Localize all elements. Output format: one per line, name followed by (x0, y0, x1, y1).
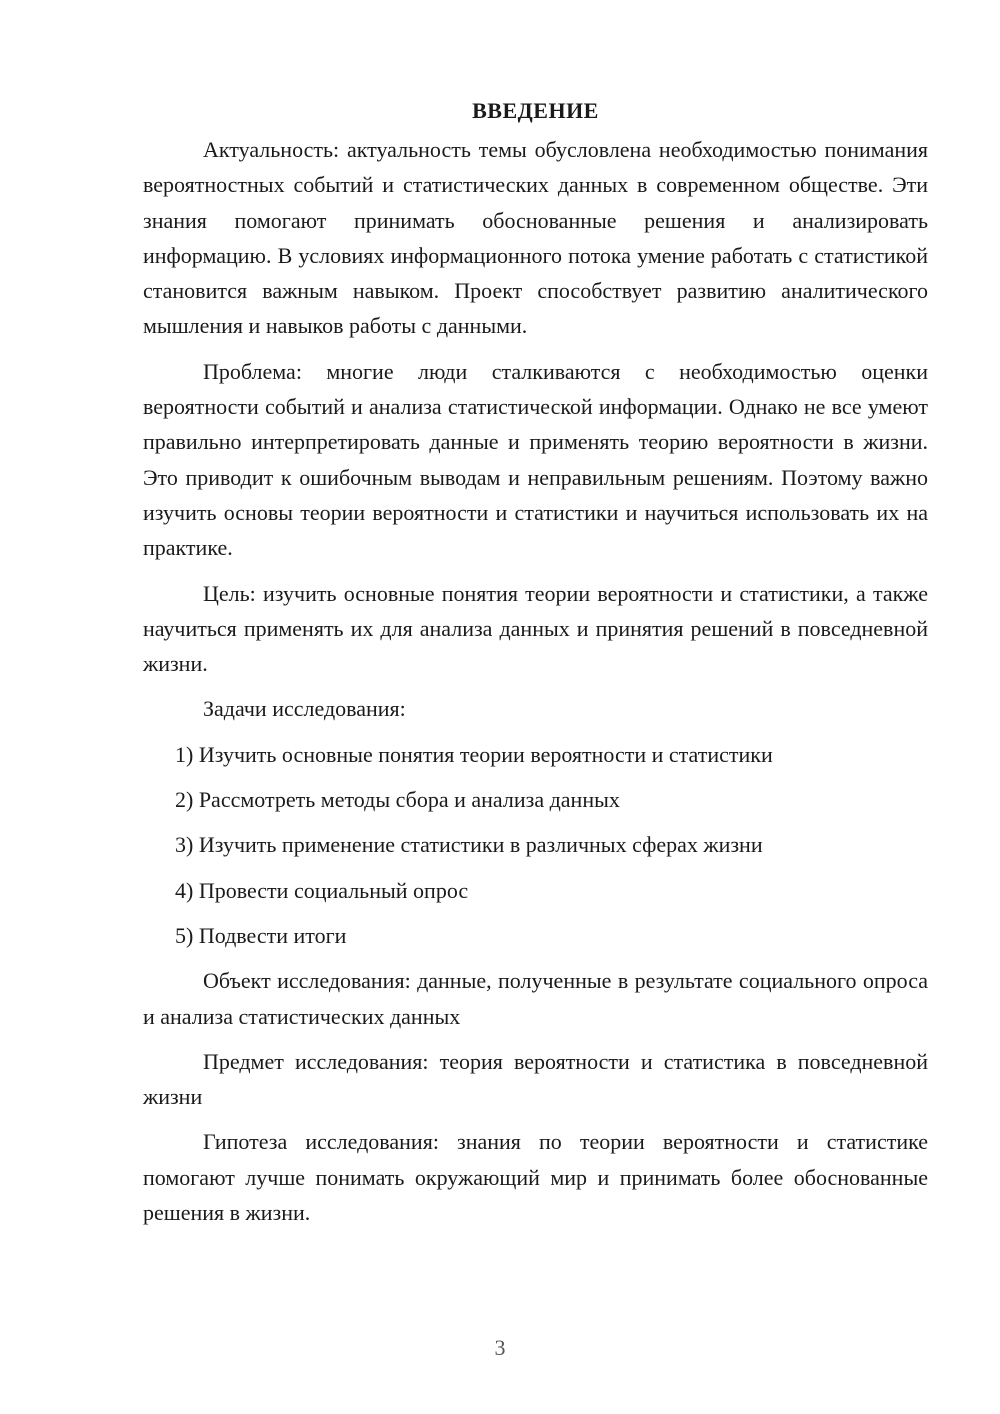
page-number: 3 (494, 1335, 506, 1360)
object-paragraph: Объект исследования: данные, полученные в результате социального опроса и анализа статистических данных (143, 968, 928, 1029)
task-item: 5) Подвести итоги (175, 922, 347, 948)
tasks-list (143, 737, 928, 953)
problem-paragraph: Проблема: многие люди сталкиваются с необходимостью оценки вероятности событий и анализа статистической информации. Однако не все умеют правильно интерпретировать данные и применять теорию вероятности в жизни. Это приводит к ошибочным выводам и неправильным решениям. Поэтому важно изучить основы теории вероятности и статистики и научиться использовать их на практике. (143, 358, 928, 561)
subject-paragraph: Предмет исследования: теория вероятности и статистика в повседневной жизни (143, 1048, 928, 1110)
task-item: 3) Изучить применение статистики в различных сферах жизни (175, 832, 763, 858)
relevance-paragraph: Актуальность: актуальность темы обусловлена необходимостью понимания вероятностных событий и статистических данных в современном обществе. Эти знания помогают принимать обоснованные решения и анализировать информацию. В условиях информационного потока умение работать с статистикой становится важным навыком. Проект способствует развитию аналитического мышления и навыков работы с данными. (143, 137, 928, 339)
hypothesis-paragraph: Гипотеза исследования: знания по теории вероятности и статистике помогают лучше понимать окружающий мир и принимать более обоснованные решения в жизни. (143, 1129, 928, 1226)
task-item: 2) Рассмотреть методы сбора и анализа данных (175, 787, 620, 813)
document-page (143, 96, 928, 1240)
task-item: 1) Изучить основные понятия теории вероятности и статистики (175, 741, 773, 767)
task-item: 4) Провести социальный опрос (175, 877, 469, 903)
tasks-heading: Задачи исследования: (203, 696, 406, 722)
goal-paragraph: Цель: изучить основные понятия теории вероятности и статистики, а также научиться применять их для анализа данных и принятия решений в повседневной жизни. (143, 580, 928, 677)
page-title: ВВЕДЕНИЕ (472, 98, 599, 123)
